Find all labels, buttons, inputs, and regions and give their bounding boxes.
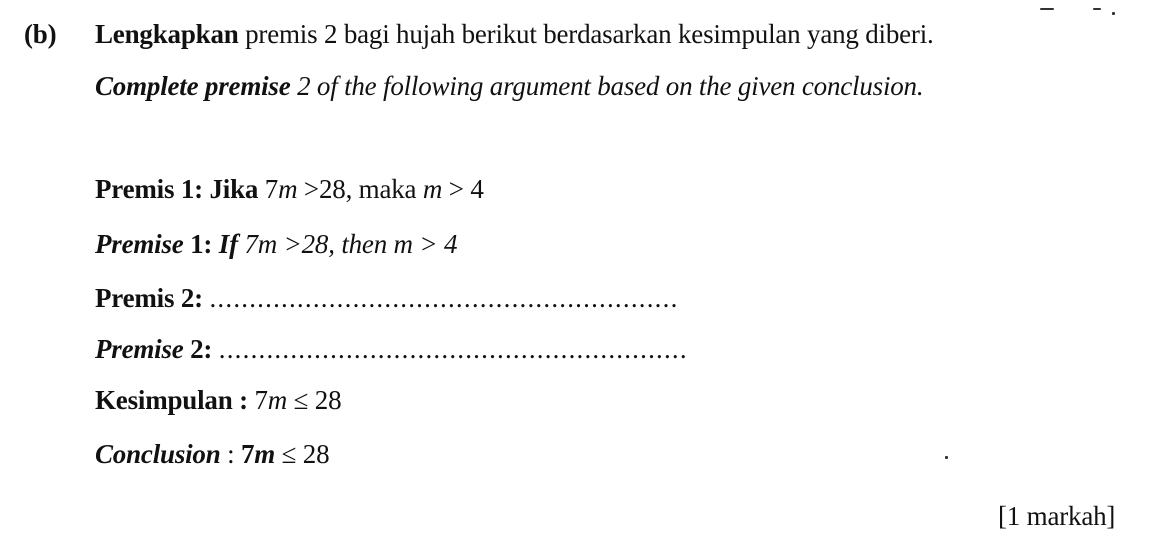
scan-speck xyxy=(1040,8,1054,10)
premis-1-label: Premis 1: xyxy=(95,174,203,204)
marks-label: [1 markah] xyxy=(998,501,1116,531)
kesimpulan: Kesimpulan : 7m ≤ 28 xyxy=(95,385,342,415)
instruction-malay xyxy=(95,18,934,50)
instruction-malay-text: premis 2 bagi hujah berikut berdasarkan kesimpulan yang diberi. xyxy=(238,19,934,49)
instruction-english-verb: Complete premise xyxy=(95,71,291,101)
kesimpulan-label: Kesimpulan : xyxy=(95,385,255,415)
premise-1-label: Premise xyxy=(95,229,184,259)
instruction-english xyxy=(95,70,923,102)
premise-2: Premise 2: ........................................................... xyxy=(95,334,688,364)
scan-speck xyxy=(1093,8,1101,10)
premise-2-answer-blank[interactable]: ........................................................... xyxy=(218,334,688,364)
conclusion-label: Conclusion xyxy=(95,439,221,469)
part-label: (b) xyxy=(24,19,57,49)
premis-2-label: Premis 2: xyxy=(95,283,210,313)
instruction-english-text: 2 of the following argument based on the given conclusion. xyxy=(290,71,924,101)
scan-speck xyxy=(1112,12,1115,15)
premise-1: Premise 1: If 7m >28, then m > 4 xyxy=(95,229,458,259)
premise-2-label: Premise xyxy=(95,334,184,364)
premis-2-answer-blank[interactable]: ........................................................... xyxy=(209,283,679,313)
premis-2 xyxy=(95,282,679,314)
scan-speck xyxy=(945,456,948,459)
instruction-malay-verb: Lengkapkan xyxy=(95,19,239,49)
premis-1: Premis 1: Jika 7m >28, maka m > 4 xyxy=(95,174,484,204)
conclusion: Conclusion : 7m ≤ 28 xyxy=(95,439,330,469)
